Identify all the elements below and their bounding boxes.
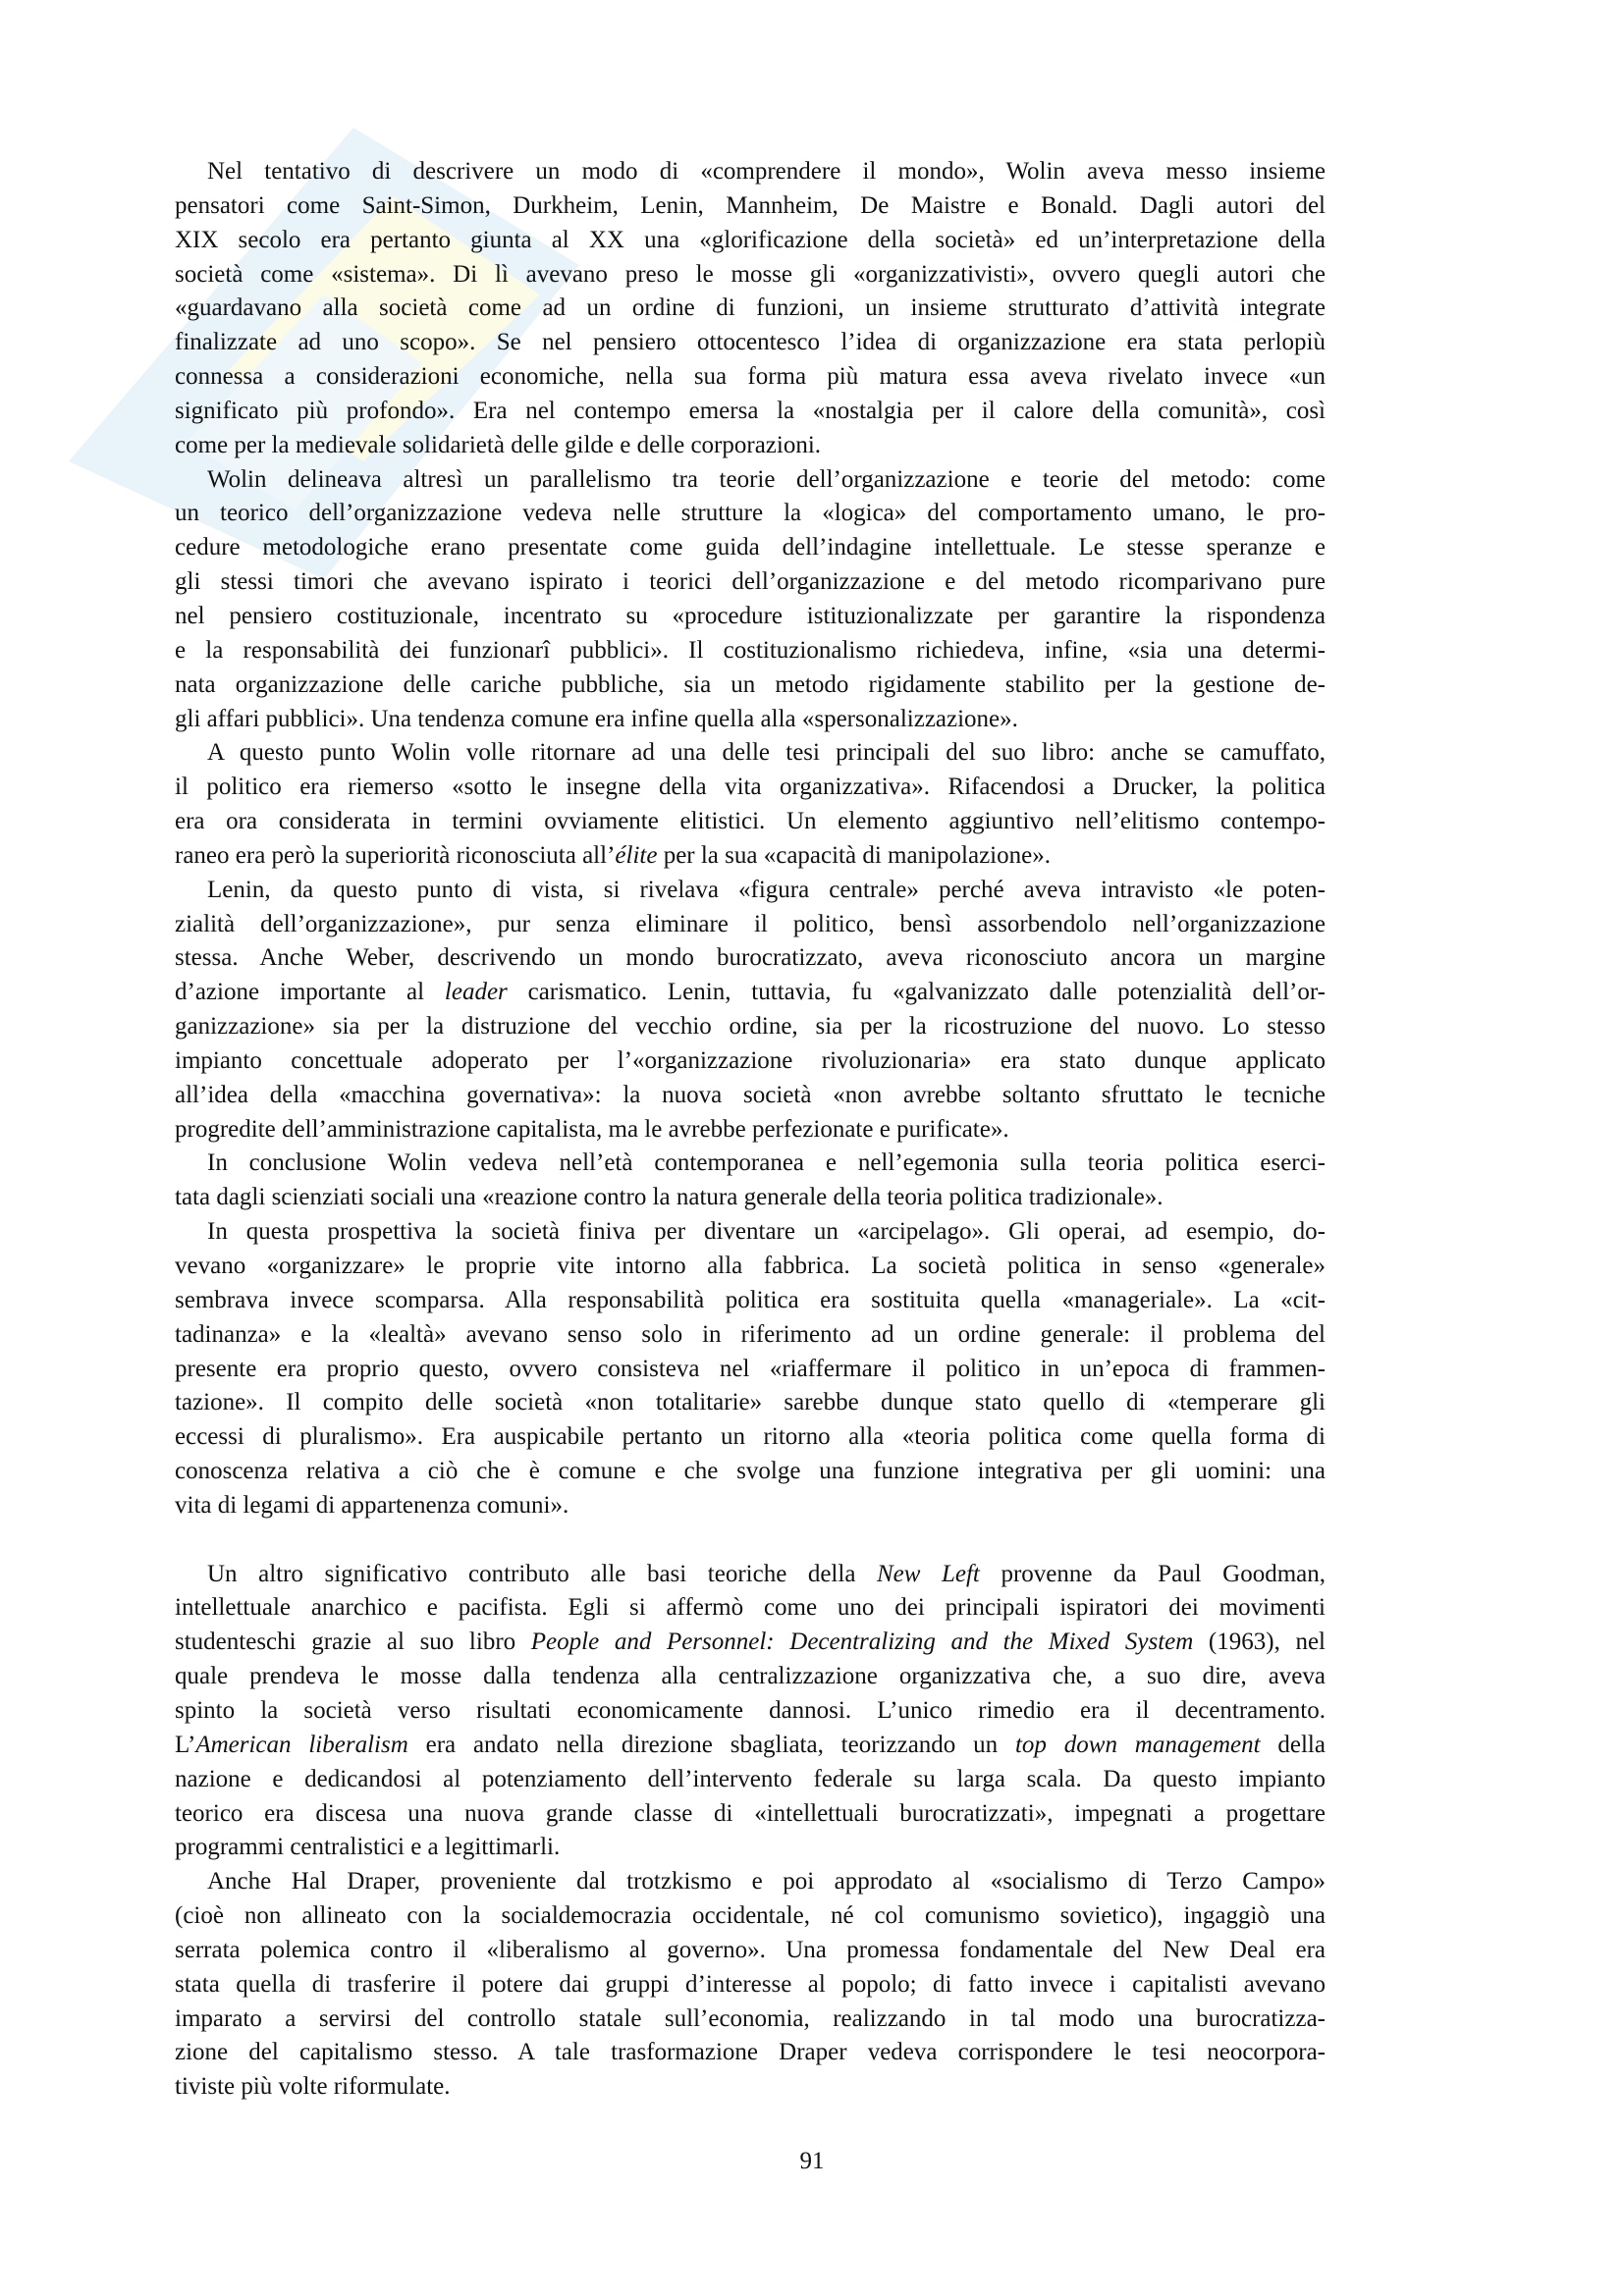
text-segment: carismatico. Lenin, tuttavia, fu «galvanizzato dalle potenzialità dell’or- xyxy=(507,979,1326,1006)
text-line: connessa a considerazioni economiche, nella sua forma più matura essa aveva rivelato invece «un xyxy=(175,363,1326,391)
text-line: impianto concettuale adoperato per l’«organizzazione rivoluzionaria» era stato dunque applicato xyxy=(175,1046,1326,1074)
text-line: all’idea della «macchina governativa»: la nuova società «non avrebbe soltanto sfruttato le tecniche xyxy=(175,1081,1326,1108)
paragraph xyxy=(175,1147,1326,1215)
text-line: Lenin, da questo punto di vista, si rivelava «figura centrale» perché aveva intravisto «le poten- xyxy=(207,876,1326,903)
text-line: gli affari pubblici». Una tendenza comune era infine quella alla «spersonalizzazione». xyxy=(175,705,1018,732)
text-line: stata quella di trasferire il potere dai gruppi d’interesse al popolo; di fatto invece i capitalisti avevano xyxy=(175,1970,1326,1998)
paragraph xyxy=(175,155,1326,463)
text-segment: era andato nella direzione sbagliata, teorizzando un xyxy=(407,1731,1015,1758)
text-line: quale prendeva le mosse dalla tendenza alla centralizzazione organizzativa che, a suo dire, aveva xyxy=(175,1663,1326,1690)
text-line: nazione e dedicandosi al potenziamento dell’intervento federale su larga scala. Da questo impianto xyxy=(175,1765,1326,1792)
text-line: sembrava invece scomparsa. Alla responsabilità politica era sostituita quella «manageriale». La «cit- xyxy=(175,1286,1326,1313)
text-line: A questo punto Wolin volle ritornare ad una delle tesi principali del suo libro: anche se camuffato, xyxy=(207,739,1326,767)
text-line: spinto la società verso risultati economicamente dannosi. L’unico rimedio era il decentramento. xyxy=(175,1696,1326,1724)
text-line: imparato a servirsi del controllo statale sull’economia, realizzando in tal modo una burocratizza- xyxy=(175,2004,1326,2032)
body-text xyxy=(175,155,1326,2105)
text-line: In questa prospettiva la società finiva per diventare un «arcipelago». Gli operai, ad esempio, do- xyxy=(207,1218,1326,1246)
text-line: tadinanza» e la «lealtà» avevano senso solo in riferimento ad un ordine generale: il problema del xyxy=(175,1320,1326,1348)
text-line: (cioè non allineato con la socialdemocrazia occidentale, né col comunismo sovietico), ingaggiò una xyxy=(175,1902,1326,1930)
text-line: «guardavano alla società come ad un ordine di funzioni, un insieme strutturato d’attività integrate xyxy=(175,294,1326,322)
text-line: conoscenza relativa a ciò che è comune e che svolge una funzione integrativa per gli uomini: una xyxy=(175,1458,1326,1485)
italic-text: élite xyxy=(615,841,658,869)
text-line: stessa. Anche Weber, descrivendo un mondo burocratizzato, aveva riconosciuto ancora un margine xyxy=(175,944,1326,972)
text-line xyxy=(175,839,1326,874)
text-line: il politico era riemerso «sotto le insegne della vita organizzativa». Rifacendosi a Drucker, la politica xyxy=(175,774,1326,801)
text-segment: per la sua «capacità di manipolazione». xyxy=(657,841,1051,869)
text-line: e la responsabilità dei funzionarî pubblici». Il costituzionalismo richiedeva, infine, «sia una determi- xyxy=(175,636,1326,664)
text-segment: (1963), nel xyxy=(1193,1629,1326,1656)
paragraph xyxy=(175,1558,1326,1866)
paragraph xyxy=(175,1865,1326,2105)
text-line: era ora considerata in termini ovviamente elitistici. Un elemento aggiuntivo nell’elitismo contempo- xyxy=(175,808,1326,835)
text-line: In conclusione Wolin vedeva nell’età contemporanea e nell’egemonia sulla teoria politica eserci- xyxy=(207,1149,1326,1177)
text-line xyxy=(175,976,1326,1010)
text-line: nata organizzazione delle cariche pubbliche, sia un metodo rigidamente stabilito per la gestione de- xyxy=(175,670,1326,698)
paragraph xyxy=(175,463,1326,737)
italic-text: People and Personnel: Decentralizing and the Mixed System xyxy=(530,1629,1194,1656)
text-segment: Un altro significativo contributo alle basi teoriche della xyxy=(207,1560,877,1587)
text-line: eccessi di pluralismo». Era auspicabile pertanto un ritorno alla «teoria politica come quella forma di xyxy=(175,1423,1326,1451)
text-line: Nel tentativo di descrivere un modo di «comprendere il mondo», Wolin aveva messo insieme xyxy=(207,158,1326,185)
text-line xyxy=(175,1729,1326,1763)
text-segment: provenne da Paul Goodman, xyxy=(979,1560,1326,1587)
text-line: XIX secolo era pertanto giunta al XX una «glorificazione della società» ed un’interpretazione della xyxy=(175,226,1326,253)
italic-text: New Left xyxy=(876,1560,980,1587)
text-line: Wolin delineava altresì un parallelismo tra teorie dell’organizzazione e teorie del metodo: come xyxy=(207,465,1326,493)
text-segment: studenteschi grazie al suo libro xyxy=(175,1629,531,1656)
text-segment: della xyxy=(1260,1731,1326,1758)
text-line: tazione». Il compito delle società «non totalitarie» sarebbe dunque stato quello di «temperare gli xyxy=(175,1389,1326,1416)
text-line: come per la medievale solidarietà delle gilde e delle corporazioni. xyxy=(175,431,822,458)
text-segment: d’azione importante al xyxy=(175,979,445,1006)
text-line: vevano «organizzare» le proprie vite intorno alla fabbrica. La società politica in senso «generale» xyxy=(175,1253,1326,1279)
paragraph xyxy=(175,1215,1326,1523)
text-line xyxy=(175,1558,1326,1592)
text-line: tata dagli scienziati sociali una «reazione contro la natura generale della teoria politica tradizionale». xyxy=(175,1184,1164,1211)
page-number: 91 xyxy=(799,2148,825,2174)
text-line: intellettuale anarchico e pacifista. Egli si affermò come uno dei principali ispiratori dei movimenti xyxy=(175,1594,1326,1622)
text-line: cedure metodologiche erano presentate come guida dell’indagine intellettuale. Le stesse speranze e xyxy=(175,534,1326,561)
text-line: significato più profondo». Era nel contempo emersa la «nostalgia per il calore della comunità», così xyxy=(175,397,1326,424)
text-line: presente era proprio questo, ovvero consisteva nel «riaffermare il politico in un’epoca di frammen- xyxy=(175,1355,1326,1382)
text-line: un teorico dell’organizzazione vedeva nelle strutture la «logica» del comportamento umano, le pro- xyxy=(175,500,1326,527)
text-line: nel pensiero costituzionale, incentrato su «procedure istituzionalizzate per garantire la rispondenza xyxy=(175,602,1326,629)
text-line xyxy=(175,1626,1326,1660)
text-line: tiviste più volte riformulate. xyxy=(175,2073,451,2101)
text-line: Anche Hal Draper, proveniente dal trotzkismo e poi approdato al «socialismo di Terzo Campo» xyxy=(207,1868,1326,1896)
text-line: finalizzate ad uno scopo». Se nel pensiero ottocentesco l’idea di organizzazione era stata perlopiù xyxy=(175,329,1326,356)
italic-text: leader xyxy=(444,979,508,1006)
italic-text: American liberalism xyxy=(195,1731,408,1758)
paragraph xyxy=(175,874,1326,1148)
paragraph xyxy=(175,736,1326,873)
text-segment: L’ xyxy=(175,1731,196,1758)
text-line: ganizzazione» sia per la distruzione del vecchio ordine, sia per la ricostruzione del nuovo. Lo stesso xyxy=(175,1013,1326,1041)
italic-text: top down management xyxy=(1014,1731,1261,1758)
text-line: teorico era discesa una nuova grande classe di «intellettuali burocratizzati», impegnati a progettare xyxy=(175,1799,1326,1827)
text-line: zione del capitalismo stesso. A tale trasformazione Draper vedeva corrispondere le tesi neocorpora- xyxy=(175,2039,1326,2066)
text-line: programmi centralistici e a legittimarli. xyxy=(175,1834,561,1861)
text-line: gli stessi timori che avevano ispirato i teorici dell’organizzazione e del metodo ricomparivano pure xyxy=(175,568,1326,596)
text-line: zialità dell’organizzazione», pur senza eliminare il politico, bensì assorbendolo nell’organizzazione xyxy=(175,910,1326,937)
text-line: società come «sistema». Di lì avevano preso le mosse gli «organizzativisti», ovvero quegli autori che xyxy=(175,260,1326,288)
text-line: serrata polemica contro il «liberalismo al governo». Una promessa fondamentale del New Deal era xyxy=(175,1936,1326,1963)
text-line: progredite dell’amministrazione capitalista, ma le avrebbe perfezionate e purificate». xyxy=(175,1115,1009,1143)
text-line: vita di legami di appartenenza comuni». xyxy=(175,1491,569,1519)
text-line: pensatori come Saint-Simon, Durkheim, Lenin, Mannheim, De Maistre e Bonald. Dagli autori del xyxy=(175,191,1326,219)
text-segment: raneo era però la superiorità riconosciuta all’ xyxy=(175,841,616,869)
